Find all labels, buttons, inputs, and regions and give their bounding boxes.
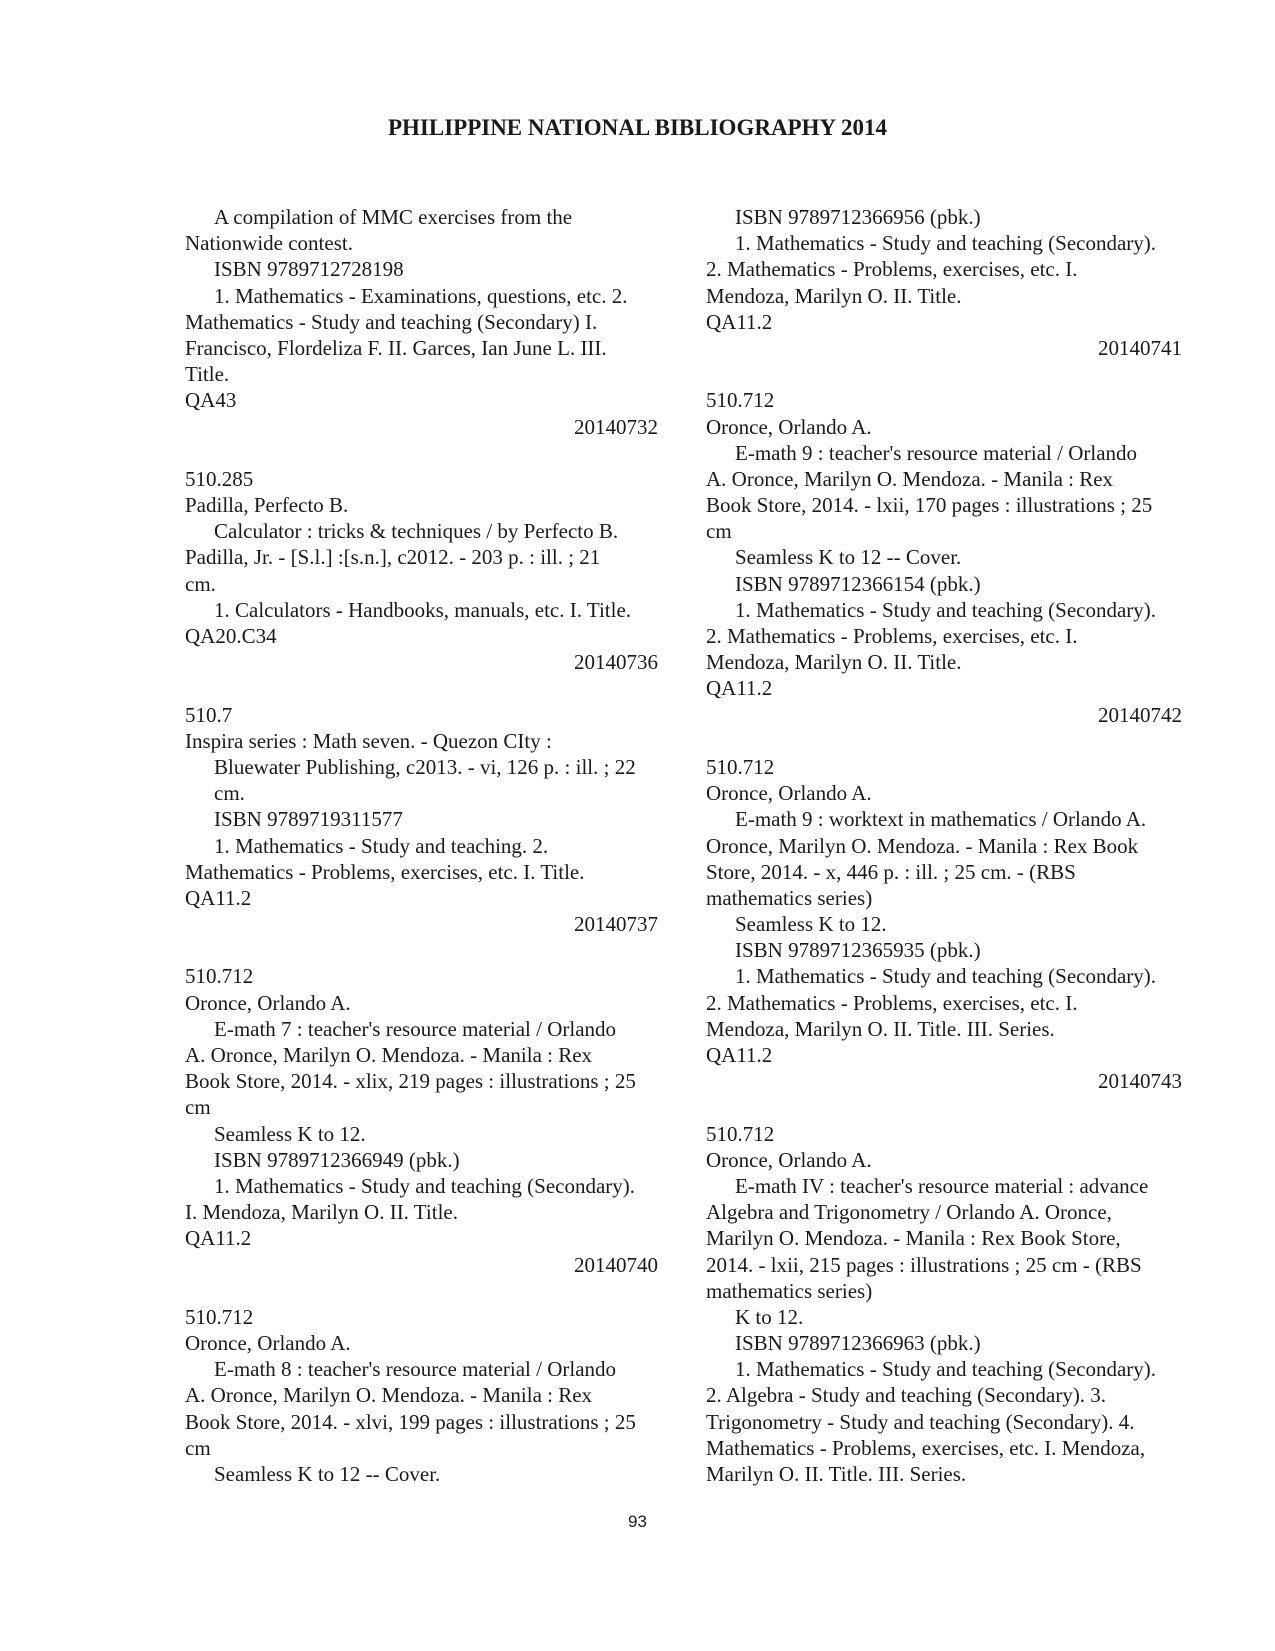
entry-line: 2. Algebra - Study and teaching (Secondary). 3.	[706, 1383, 1107, 1408]
entry-line: Marilyn O. Mendoza. - Manila : Rex Book Store,	[706, 1226, 1121, 1251]
entry-line: ISBN 9789712365935 (pbk.)	[735, 938, 981, 963]
right-column	[706, 204, 1194, 1487]
entry-line: 2014. - lxii, 215 pages : illustrations ; 25 cm - (RBS	[706, 1252, 1142, 1277]
entry-line: E-math IV : teacher's resource material : advance	[735, 1173, 1149, 1198]
entry-line: Nationwide contest.	[185, 231, 353, 256]
entry-line: Mendoza, Marilyn O. II. Title. III. Series.	[706, 1016, 1055, 1041]
blank-line	[185, 937, 670, 963]
record-number: 20140740	[574, 1252, 658, 1277]
entry-line: 510.712	[185, 1304, 254, 1329]
entry-line: Padilla, Perfecto B.	[185, 493, 349, 518]
entry-line: 1. Mathematics - Examinations, questions, etc. 2.	[214, 283, 628, 308]
entry-line: ISBN 9789712366956 (pbk.)	[735, 205, 981, 229]
entry-line: 510.712	[185, 964, 254, 989]
entry-line: Padilla, Jr. - [S.l.] :[s.n.], c2012. - 203 p. : ill. ; 21	[185, 545, 601, 570]
entry-line: 510.712	[706, 388, 775, 413]
entry-line: 1. Mathematics - Study and teaching. 2.	[214, 833, 549, 858]
entry-line: Seamless K to 12 -- Cover.	[735, 545, 962, 570]
entry-line: mathematics series)	[706, 885, 873, 910]
entry-line: 510.7	[185, 702, 233, 727]
blank-line	[185, 675, 670, 701]
entry-line: 1. Calculators - Handbooks, manuals, etc. I. Title.	[214, 597, 632, 622]
entry-line: Seamless K to 12 -- Cover.	[214, 1462, 441, 1486]
entry-line: E-math 8 : teacher's resource material / Orlando	[214, 1357, 617, 1382]
entry-line: 1. Mathematics - Study and teaching (Secondary).	[735, 964, 1157, 989]
entry-line: QA11.2	[185, 1226, 252, 1251]
entry-line: 1. Mathematics - Study and teaching (Secondary).	[214, 1173, 636, 1198]
entry-line: 2. Mathematics - Problems, exercises, etc. I.	[706, 990, 1078, 1015]
entry-line: 510.712	[706, 754, 775, 779]
blank-line	[706, 1094, 1194, 1120]
entry-line: Mathematics - Problems, exercises, etc. I. Mendoza,	[706, 1435, 1146, 1460]
entry-line: Seamless K to 12.	[214, 1121, 366, 1146]
entry-line: 2. Mathematics - Problems, exercises, etc. I.	[706, 257, 1078, 282]
blank-line	[706, 728, 1194, 754]
left-column	[185, 204, 670, 1487]
page-title: PHILIPPINE NATIONAL BIBLIOGRAPHY 2014	[387, 115, 888, 140]
entry-line: Oronce, Orlando A.	[706, 781, 872, 806]
entry-line: cm	[185, 1095, 211, 1120]
record-number: 20140737	[574, 912, 658, 937]
entry-line: E-math 9 : teacher's resource material / Orlando	[735, 440, 1138, 465]
record-number: 20140741	[1098, 335, 1182, 360]
entry-line: ISBN 9789712728198	[214, 257, 404, 282]
entry-line: Oronce, Orlando A.	[185, 1331, 351, 1356]
entry-line: E-math 9 : worktext in mathematics / Orlando A.	[735, 807, 1147, 832]
entry-line: Mathematics - Study and teaching (Secondary) I.	[185, 309, 598, 334]
entry-line: A. Oronce, Marilyn O. Mendoza. - Manila : Rex	[185, 1043, 593, 1067]
entry-line: Mendoza, Marilyn O. II. Title.	[706, 650, 962, 675]
entry-line: Bluewater Publishing, c2013. - vi, 126 p. : ill. ; 22	[214, 754, 636, 779]
blank-line	[706, 361, 1194, 387]
entry-line: QA20.C34	[185, 624, 277, 648]
entry-line: Trigonometry - Study and teaching (Secondary). 4.	[706, 1409, 1135, 1434]
entry-line: cm.	[185, 571, 216, 596]
entry-line: I. Mendoza, Marilyn O. II. Title.	[185, 1200, 458, 1225]
blank-line	[185, 1278, 670, 1304]
entry-line: cm	[185, 1435, 211, 1460]
entry-line: Book Store, 2014. - xlvi, 199 pages : illustrations ; 25	[185, 1409, 636, 1434]
entry-line: 1. Mathematics - Study and teaching (Secondary).	[735, 1357, 1157, 1382]
entry-line: QA11.2	[185, 885, 252, 910]
entry-line: Book Store, 2014. - lxii, 170 pages : illustrations ; 25	[706, 493, 1153, 518]
entry-line: Title.	[185, 362, 230, 387]
entry-line: Mathematics - Problems, exercises, etc. I. Title.	[185, 859, 585, 884]
entry-line: Oronce, Orlando A.	[185, 990, 351, 1015]
entry-line: ISBN 9789712366963 (pbk.)	[735, 1331, 981, 1356]
entry-line: Algebra and Trigonometry / Orlando A. Oronce,	[706, 1200, 1112, 1225]
entry-line: QA11.2	[706, 676, 773, 701]
entry-line: QA43	[185, 388, 237, 413]
page-number: 93	[628, 1512, 647, 1531]
entry-line: QA11.2	[706, 1043, 773, 1067]
entry-line: E-math 7 : teacher's resource material / Orlando	[214, 1016, 617, 1041]
entry-line: QA11.2	[706, 309, 773, 334]
entry-line: cm.	[214, 781, 245, 806]
entry-line: Oronce, Orlando A.	[706, 1147, 872, 1172]
entry-line: A compilation of MMC exercises from the	[214, 205, 573, 229]
entry-line: Inspira series : Math seven. - Quezon CIty :	[185, 728, 552, 753]
record-number: 20140736	[574, 650, 658, 675]
entry-line: Oronce, Orlando A.	[706, 414, 872, 439]
record-number: 20140732	[574, 414, 658, 439]
entry-line: Marilyn O. II. Title. III. Series.	[706, 1462, 967, 1486]
entry-line: cm	[706, 519, 732, 544]
entry-line: 510.712	[706, 1121, 775, 1146]
entry-line: A. Oronce, Marilyn O. Mendoza. - Manila : Rex	[706, 466, 1114, 491]
blank-line	[185, 440, 670, 466]
entry-line: Mendoza, Marilyn O. II. Title.	[706, 283, 962, 308]
entry-line: Calculator : tricks & techniques / by Perfecto B.	[214, 519, 619, 544]
record-number: 20140742	[1098, 702, 1182, 727]
entry-line: 510.285	[185, 466, 254, 491]
entry-line: Oronce, Marilyn O. Mendoza. - Manila : Rex Book	[706, 833, 1139, 858]
entry-line: ISBN 9789719311577	[214, 807, 403, 832]
entry-line: K to 12.	[735, 1304, 804, 1329]
entry-line: mathematics series)	[706, 1278, 873, 1303]
entry-line: ISBN 9789712366949 (pbk.)	[214, 1147, 460, 1172]
entry-line: ISBN 9789712366154 (pbk.)	[735, 571, 981, 596]
record-number: 20140743	[1098, 1069, 1182, 1094]
entry-line: Francisco, Flordeliza F. II. Garces, Ian June L. III.	[185, 335, 607, 360]
entry-line: 2. Mathematics - Problems, exercises, etc. I.	[706, 624, 1078, 648]
entry-line: Seamless K to 12.	[735, 912, 887, 937]
entry-line: A. Oronce, Marilyn O. Mendoza. - Manila : Rex	[185, 1383, 593, 1408]
entry-line: 1. Mathematics - Study and teaching (Secondary).	[735, 597, 1157, 622]
entry-line: 1. Mathematics - Study and teaching (Secondary).	[735, 231, 1157, 256]
entry-line: Book Store, 2014. - xlix, 219 pages : illustrations ; 25	[185, 1069, 636, 1094]
entry-line: Store, 2014. - x, 446 p. : ill. ; 25 cm. - (RBS	[706, 859, 1076, 884]
